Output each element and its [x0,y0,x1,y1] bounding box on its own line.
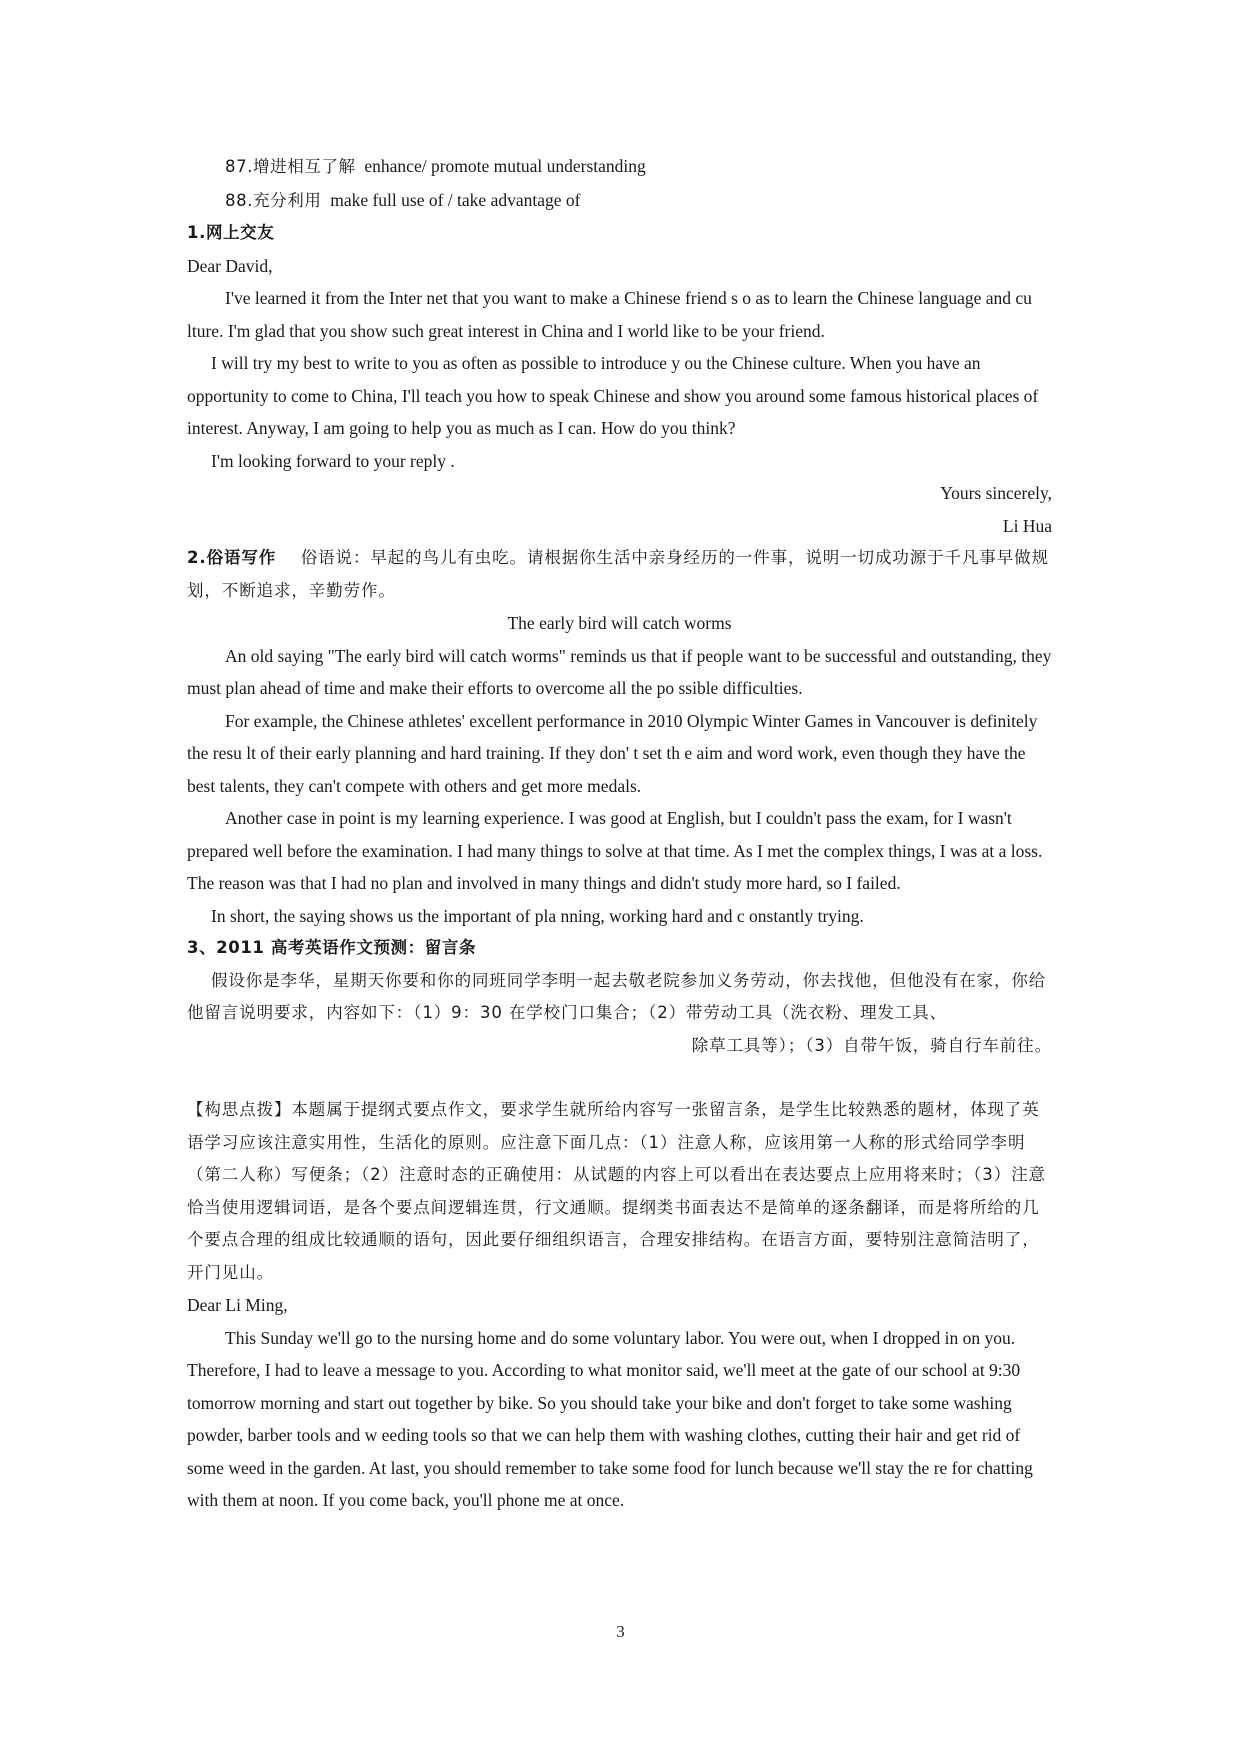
section-2-intro [187,542,1052,607]
section-3-prompt-end: 除草工具等）；（3）自带午饭，骑自行车前往。 [691,1035,1052,1055]
section-2-title: The early bird will catch worms [507,613,732,633]
section-1-paragraph-2: I will try my best to write to you as often as possible to introduce y ou the Chinese culture. When you have an opportunity to come to China, I'll teach you how to speak Chinese and show you around some famous historical places of interest. Anyway, I am going to help you as much as I can. How do you think? [187,353,1039,438]
section-1-salutation: Dear David, [187,255,273,276]
section-3-prompt: 假设你是李华，星期天你要和你的同班同学李明一起去敬老院参加义务劳动，你去找他，但他没有在家，你给他留言说明要求，内容如下：（1）9：30 在学校门口集合；（2）带劳动工具（洗衣粉、理发工具、 [187,970,1047,1022]
phrase-87-en: enhance/ promote mutual understanding [364,156,646,176]
section-3-analysis: 【构思点拨】本题属于提纲式要点作文，要求学生就所给内容写一张留言条，是学生比较熟悉的题材，体现了英语学习应该注意实用性，生活化的原则。应注意下面几点：（1）注意人称，应该用第一人称的形式给同学李明（第二人称）写便条；（2）注意时态的正确使用：从试题的内容上可以看出在表达要点上应用将来时；（3）注意恰当使用逻辑词语，是各个要点间逻辑连贯，行文通顺。提纲类书面表达不是简单的逐条翻译，而是将所给的几个要点合理的组成比较通顺的语句，因此要仔细组织语言，合理安排结构。在语言方面，要特别注意简洁明了，开门见山。 [187,1100,1046,1282]
section-1-paragraph-3: I'm looking forward to your reply . [211,450,455,471]
phrase-87-zh: 87.增进相互了解 [225,157,356,176]
spacer [187,1062,1052,1094]
section-3-heading: 3、2011 高考英语作文预测：留言条 [187,938,477,957]
section-1-heading: 1.网上交友 [187,223,275,242]
section-2-paragraph-3: Another case in point is my learning experience. I was good at English, but I couldn't pass the exam, for I wasn't prepared well before the examination. I had many things to solve at that time. As I met the complex things, I was at a loss. The reason was that I had no plan and involved in many things and didn't study more hard, so I failed. [187,808,1043,893]
section-2-heading: 2.俗语写作 [187,548,277,567]
section-3-paragraph-1: This Sunday we'll go to the nursing home and do some voluntary labor. You were out, when I dropped in on you. Therefore, I had to leave a message to you. According to what monitor said, we'll meet at the gate of our school at 9:30 tomorrow morning and start out together by bike. So you should take your bike and don't forget to take some washing powder, barber tools and w eeding tools so that we can help them with washing clothes, cutting their hair and get rid of some weed in the garden. At last, you should remember to take some food for lunch because we'll stay the re for chatting with them at noon. If you come back, you'll phone me at once. [187,1327,1033,1510]
section-1-closing: Yours sincerely, [940,483,1052,503]
section-2-paragraph-1: An old saying "The early bird will catch worms" reminds us that if people want to be successful and outstanding, they must plan ahead of time and make their efforts to overcome all the po ssible difficulties. [187,645,1052,698]
page-number: 3 [616,1622,625,1641]
section-2-paragraph-2: For example, the Chinese athletes' excellent performance in 2010 Olympic Winter Games in Vancouver is definitely the resu lt of their early planning and hard training. If they don' t set th e aim and word work, even though they have the best talents, they can't compete with others and get more medals. [187,710,1038,796]
section-2-prompt: 俗语说：早起的鸟儿有虫吃。请根据你生活中亲身经历的一件事，说明一切成功源于千凡事早做规划，不断追求，辛勤劳作。 [187,548,1049,600]
phrase-88-zh: 88.充分利用 [225,190,322,210]
section-3-salutation: Dear Li Ming, [187,1295,288,1315]
document-body [187,150,1052,1517]
phrase-88 [187,184,1052,218]
phrase-87 [187,150,1052,184]
phrase-88-en: make full use of / take advantage of [330,189,581,210]
section-1-signature: Li Hua [1002,515,1052,536]
section-1-paragraph-1: I've learned it from the Inter net that you want to make a Chinese friend s o as to learn the Chinese language and cu lture. I'm glad that you show such great interest in China and I world like to be your friend. [187,288,1032,341]
section-2-paragraph-4: In short, the saying shows us the important of pla nning, working hard and c onstantly trying. [211,905,864,926]
